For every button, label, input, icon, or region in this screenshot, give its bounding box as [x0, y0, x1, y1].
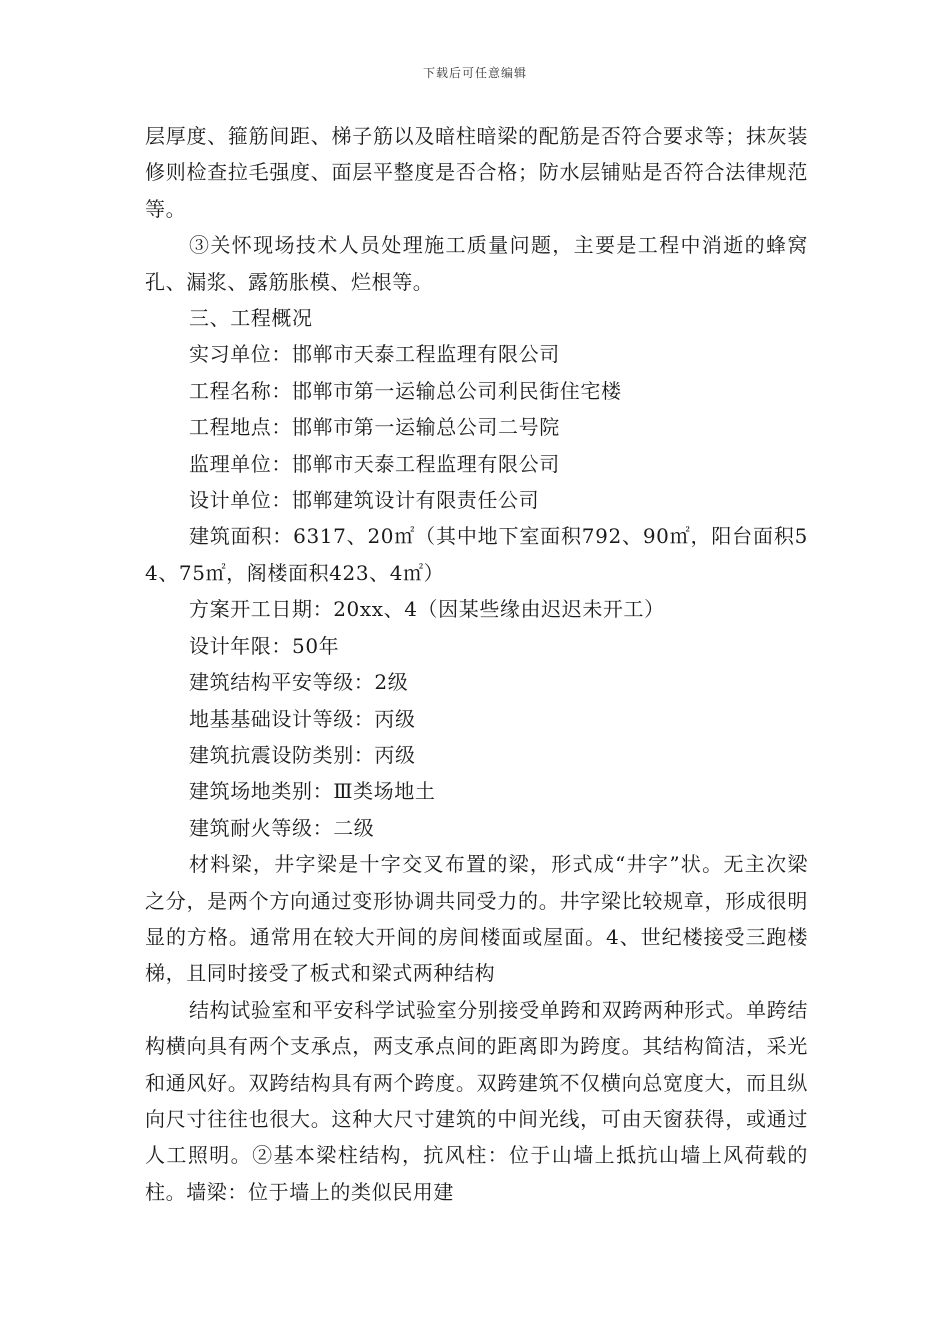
page-header: 下载后可任意编辑: [422, 66, 527, 80]
info-safety-grade: 建筑结构平安等级：2级: [189, 670, 409, 695]
info-project-location: 工程地点：邯郸市第一运输总公司二号院: [189, 415, 560, 440]
info-project-name: 工程名称：邯郸市第一运输总公司利民街住宅楼: [189, 378, 622, 403]
info-fire-rating: 建筑耐火等级：二级: [189, 815, 375, 840]
paragraph-1: 层厚度、箍筋间距、梯子筋以及暗柱暗梁的配筋是否符合要求等；抹灰装修则检查拉毛强度、面层平整度是否合格；防水层铺贴是否符合法律规范等。: [145, 124, 808, 221]
info-internship-unit: 实习单位：邯郸市天泰工程监理有限公司: [189, 342, 560, 367]
info-site-category: 建筑场地类别：Ⅲ类场地土: [189, 779, 436, 804]
info-building-area: 建筑面积：6317、20㎡（其中地下室面积792、90㎡，阳台面积54、75㎡，阁楼面积423、4㎡）: [145, 524, 808, 585]
info-supervision-unit: 监理单位：邯郸市天泰工程监理有限公司: [189, 451, 560, 476]
info-design-unit: 设计单位：邯郸建筑设计有限责任公司: [189, 488, 540, 513]
info-start-date: 方案开工日期：20xx、4（因某些缘由迟迟未开工）: [189, 597, 665, 622]
paragraph-beams: 材料梁，井字梁是十字交叉布置的梁，形式成“井字”状。无主次梁之分，是两个方向通过变形协调共同受力的。井字梁比较规章，形成很明显的方格。通常用在较大开间的房间楼面或屋面。4、世纪楼接受三跑楼梯，且同时接受了板式和梁式两种结构: [145, 852, 808, 986]
info-foundation-grade: 地基基础设计等级：丙级: [189, 706, 416, 731]
section-heading: 三、工程概况: [189, 306, 313, 331]
document-body: [145, 118, 808, 1210]
paragraph-structures: 结构试验室和平安科学试验室分别接受单跨和双跨两种形式。单跨结构横向具有两个支承点，两支承点间的距离即为跨度。其结构简洁，采光和通风好。双跨结构具有两个跨度。双跨建筑不仅横向总宽度大，而且纵向尺寸往往也很大。这种大尺寸建筑的中间光线，可由天窗获得，或通过人工照明。②基本梁柱结构，抗风柱：位于山墙上抵抗山墙上风荷载的柱。墙梁：位于墙上的类似民用建: [145, 997, 808, 1204]
info-seismic-category: 建筑抗震设防类别：丙级: [189, 742, 416, 767]
info-design-life: 设计年限：50年: [189, 633, 340, 658]
paragraph-2: ③关怀现场技术人员处理施工质量问题，主要是工程中消逝的蜂窝孔、漏浆、露筋胀模、烂根等。: [145, 233, 808, 294]
